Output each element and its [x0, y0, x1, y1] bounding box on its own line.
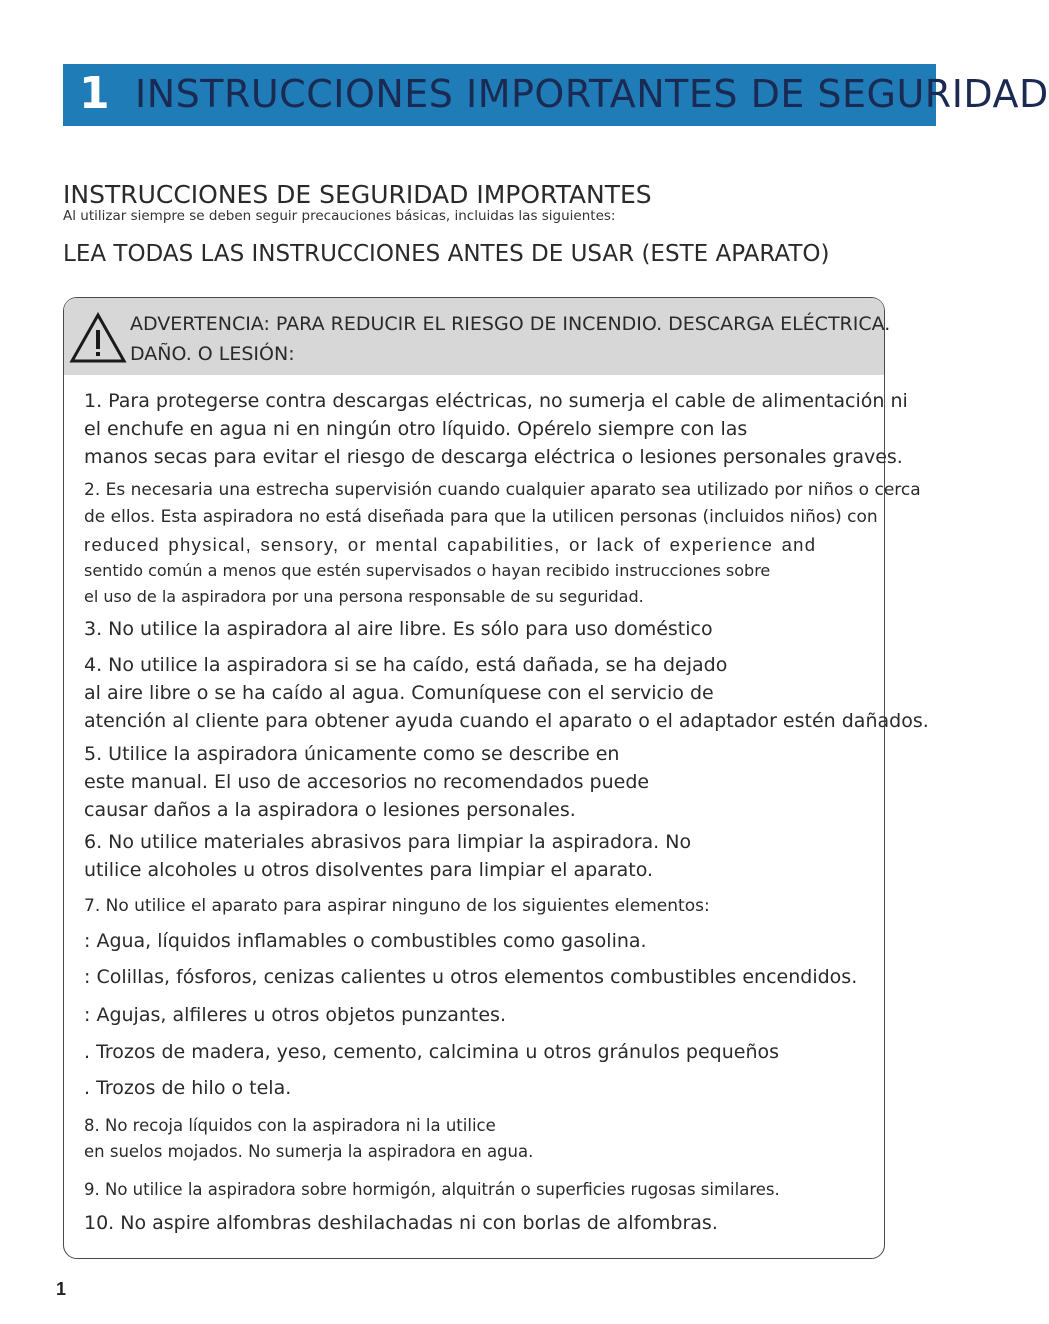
instruction-6: 6. No utilice materiales abrasivos para limpiar la aspiradora. No utilice alcoholes u otros disolventes para limpiar el aparato.	[84, 831, 692, 881]
section-number: 1	[79, 68, 110, 119]
instruction-9: 9. No utilice la aspiradora sobre hormigón, alquitrán o superficies rugosas similares.	[84, 1180, 780, 1199]
instruction-2-continuation-b: sentido común a menos que estén supervisados o hayan recibido instrucciones sobre el uso de la aspiradora por una persona responsable de su seguridad.	[84, 561, 771, 606]
section-banner	[63, 64, 1049, 126]
instruction-4: 4. No utilice la aspiradora si se ha caído, está dañada, se ha dejado al aire libre o se ha caído al agua. Comuníquese con el servicio de atención al cliente para obtener ayuda cuando el aparato o el adaptador estén dañados.	[84, 654, 929, 732]
instruction-7-item-4: . Trozos de madera, yeso, cemento, calcimina u otros gránulos pequeños	[84, 1041, 780, 1063]
warning-triangle-icon	[69, 312, 127, 364]
section-title: INSTRUCCIONES IMPORTANTES DE SEGURIDAD	[135, 72, 1049, 116]
instruction-7-item-1: : Agua, líquidos inflamables o combustibles como gasolina.	[84, 930, 647, 952]
instruction-10: 10. No aspire alfombras deshilachadas ni con borlas de alfombras.	[84, 1212, 718, 1234]
warning-text: ADVERTENCIA: PARA REDUCIR EL RIESGO DE INCENDIO. DESCARGA ELÉCTRICA. DAÑO. O LESIÓN:	[130, 313, 891, 365]
instruction-5: 5. Utilice la aspiradora únicamente como se describe en este manual. El uso de accesorios no recomendados puede causar daños a la aspiradora o lesiones personales.	[84, 743, 650, 821]
instruction-3: 3. No utilice la aspiradora al aire libre. Es sólo para uso doméstico	[84, 618, 713, 640]
instruction-7-item-3: : Agujas, alfileres u otros objetos punzantes.	[84, 1004, 506, 1026]
page-number: 1	[56, 1279, 67, 1299]
instruction-8: 8. No recoja líquidos con la aspiradora ni la utilice en suelos mojados. No sumerja la aspiradora en agua.	[84, 1116, 534, 1161]
document-subheading: Al utilizar siempre se deben seguir precauciones básicas, incluidas las siguientes:	[63, 208, 616, 224]
document-heading: INSTRUCCIONES DE SEGURIDAD IMPORTANTES	[63, 180, 652, 209]
instruction-2-continuation: reduced physical, sensory, or mental capabilities, or lack of experience and	[84, 534, 817, 555]
instruction-1: 1. Para protegerse contra descargas eléctricas, no sumerja el cable de alimentación ni el enchufe en agua ni en ningún otro líquido. Opérelo siempre con las manos secas para evitar el riesgo de descarga eléctrica o lesiones personales graves.	[84, 390, 908, 468]
instruction-2: 2. Es necesaria una estrecha supervisión cuando cualquier aparato sea utilizado por niños o cerca de ellos. Esta aspiradora no está diseñada para que la utilicen personas (incluidos niños) con	[84, 480, 921, 527]
instruction-7: 7. No utilice el aparato para aspirar ninguno de los siguientes elementos:	[84, 896, 710, 916]
instruction-7-item-5: . Trozos de hilo o tela.	[84, 1077, 292, 1099]
read-all-instructions-heading: LEA TODAS LAS INSTRUCCIONES ANTES DE USAR (ESTE APARATO)	[63, 241, 830, 267]
instruction-7-item-2: : Colillas, fósforos, cenizas calientes u otros elementos combustibles encendidos.	[84, 966, 858, 988]
